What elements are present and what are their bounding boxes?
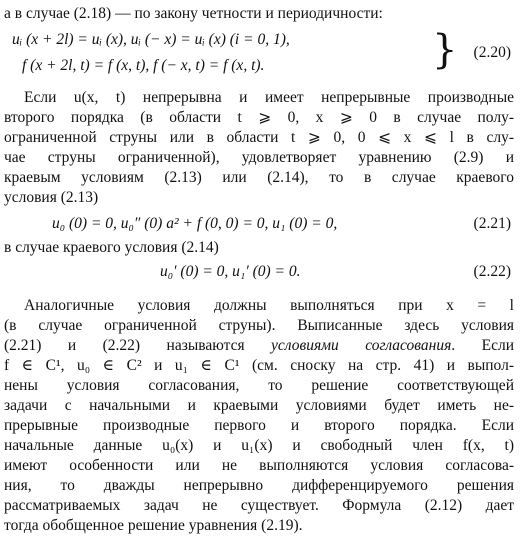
text-fragment: . Если [451, 337, 514, 354]
equation-number-2-22: (2.22) [473, 263, 511, 280]
text-line: задачи с начальными и краевыми условиями будет иметь не- [4, 397, 514, 414]
text-line: имеют особенности или не выполняются условия согласова- [4, 457, 514, 474]
text-line: Если u(x, t) непрерывна и имеет непрерывные производные [24, 89, 514, 106]
text-line: Аналогичные условия должны выполняться при x = l [24, 297, 514, 314]
text-line: начальные данные u₀(x) и u₁(x) и свободный член f(x, t) [4, 437, 514, 454]
equation-2-20-first-row: uᵢ (x + 2l) = uᵢ (x), uᵢ (− x) = uᵢ (x) (i = 0, 1), [12, 31, 290, 48]
text-line: а в случае (2.18) — по закону четности и периодичности: [4, 5, 383, 22]
text-line: ограниченной струны или в области t ⩾ 0, 0 ⩽ x ⩽ l в слу- [4, 129, 514, 146]
text-line: f ∈ C¹, u₀ ∈ C² и u₁ ∈ C¹ (см. сноску на стр. 41) и выпол- [4, 357, 514, 374]
text-line: нены условия согласования, то решение соответствующей [4, 377, 514, 394]
text-line: рассматриваемых задач не существует. Формула (2.12) дает [4, 497, 514, 514]
text-line: прерывные производные первого и второго порядка. Если [4, 417, 514, 434]
text-line: тогда обобщенное решение уравнения (2.19). [4, 517, 303, 534]
text-line: (в случае ограниченной струны). Выписанные здесь условия [4, 317, 514, 334]
text-line: условия (2.13) [4, 189, 99, 206]
text-line: чае струны ограниченной), удовлетворяет уравнению (2.9) и [4, 149, 514, 166]
equation-2-22: u₀′ (0) = 0, u₁′ (0) = 0. [160, 263, 301, 280]
defined-term: условиями согласования [271, 337, 452, 354]
text-line-with-term [4, 336, 514, 356]
equation-2-21: u₀ (0) = 0, u₀″ (0) a² + f (0, 0) = 0, u₁ (0) = 0, [52, 215, 338, 232]
equation-number-2-21: (2.21) [473, 215, 511, 232]
equation-2-20-second-row: f (x + 2l, t) = f (x, t), f (− x, t) = f (x, t). [22, 57, 265, 74]
text-line: краевым условиям (2.13) или (2.14), то в случае краевого [4, 169, 514, 186]
curly-brace-icon: } [432, 27, 458, 73]
text-line: второго порядка (в области t ⩾ 0, x ⩾ 0 в случае полу- [4, 109, 514, 126]
text-line: в случае краевого условия (2.14) [4, 239, 219, 256]
equation-number-2-20: (2.20) [473, 44, 511, 61]
text-fragment: (2.21) и (2.22) называются [4, 337, 272, 354]
text-line: ния, то дважды непрерывно дифференцируемого решения [4, 477, 514, 494]
